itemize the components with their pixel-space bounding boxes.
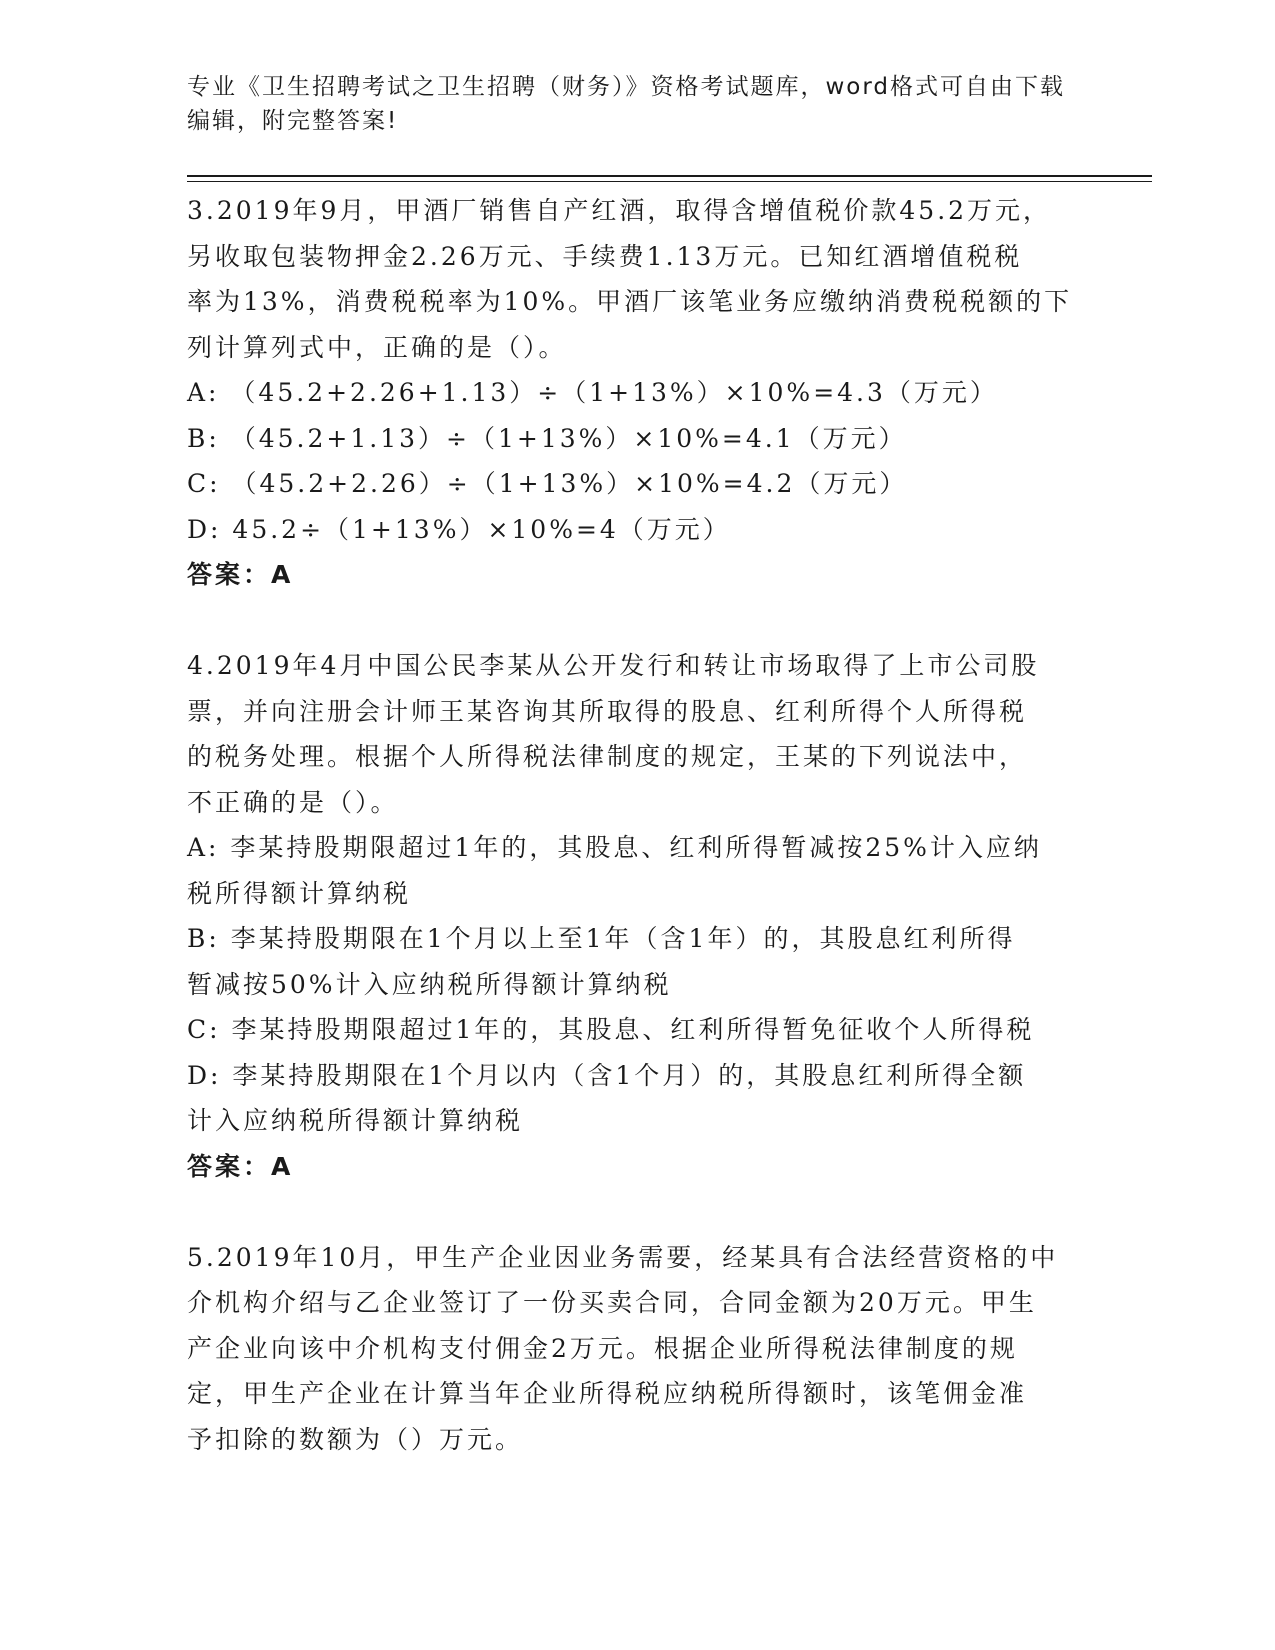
question-4-option-c: C: 李某持股期限超过1年的，其股息、红利所得暂免征收个人所得税: [187, 1015, 1035, 1044]
question-4-stem-line-4: 不正确的是（）。: [187, 787, 399, 817]
question-3-answer: 答案：A: [187, 560, 294, 589]
question-4-answer: 答案：A: [187, 1151, 294, 1181]
question-3: [187, 188, 1077, 598]
question-3-option-c: C: （45.2+2.26）÷（1+13%）×10%=4.2（万元）: [187, 469, 908, 498]
question-4-option-a-line-1: A: 李某持股期限超过1年的，其股息、红利所得暂减按25%计入应纳: [187, 833, 1042, 862]
page-header: [187, 70, 1067, 138]
question-list: [187, 188, 1077, 1462]
question-5-stem-line-1: 5.2019年10月，甲生产企业因业务需要，经某具有合法经营资格的中: [187, 1242, 1059, 1272]
question-5-stem-line-2: 介机构介绍与乙企业签订了一份买卖合同，合同金额为20万元。甲生: [187, 1288, 1037, 1317]
question-3-stem-line-4: 列计算列式中，正确的是（）。: [187, 332, 567, 362]
question-5-stem-line-5: 予扣除的数额为（）万元。: [187, 1424, 524, 1454]
question-4-stem-line-3: 的税务处理。根据个人所得税法律制度的规定，王某的下列说法中，: [187, 742, 1028, 771]
header-line-1: 专业《卫生招聘考试之卫生招聘（财务）》资格考试题库，word格式可自由下载: [187, 74, 1066, 100]
question-4-option-d-line-1: D: 李某持股期限在1个月以内（含1个月）的，其股息红利所得全额: [187, 1060, 1027, 1090]
question-4-option-d-line-2: 计入应纳税所得额计算纳税: [187, 1106, 524, 1135]
spacer: [187, 1189, 1077, 1235]
question-4-stem-line-1: 4.2019年4月中国公民李某从公开发行和转让市场取得了上市公司股: [187, 651, 1040, 680]
question-3-option-b: B: （45.2+1.13）÷（1+13%）×10%=4.1（万元）: [187, 423, 907, 453]
question-3-stem-line-2: 另收取包装物押金2.26万元、手续费1.13万元。已知红酒增值税税: [187, 241, 1023, 271]
header-rule-thick: [187, 175, 1152, 177]
question-4-stem-line-2: 票，并向注册会计师王某咨询其所取得的股息、红利所得个人所得税: [187, 696, 1028, 726]
question-3-option-a: A: （45.2+2.26+1.13）÷（1+13%）×10%=4.3（万元）: [187, 378, 998, 407]
question-4-option-b-line-1: B: 李某持股期限在1个月以上至1年（含1年）的，其股息红利所得: [187, 924, 1016, 953]
question-4: [187, 643, 1077, 1189]
question-3-stem-line-3: 率为13%，消费税税率为10%。甲酒厂该笔业务应缴纳消费税税额的下: [187, 287, 1073, 316]
spacer: [187, 598, 1077, 644]
question-5-stem-line-4: 定，甲生产企业在计算当年企业所得税应纳税所得额时，该笔佣金准: [187, 1379, 1028, 1408]
question-4-option-a-line-2: 税所得额计算纳税: [187, 878, 412, 908]
question-5-stem-line-3: 产企业向该中介机构支付佣金2万元。根据企业所得税法律制度的规: [187, 1333, 1018, 1363]
header-rule-thin: [187, 181, 1152, 182]
header-line-2: 编辑，附完整答案!: [187, 108, 399, 134]
question-5: [187, 1235, 1077, 1463]
question-3-stem-line-1: 3.2019年9月，甲酒厂销售自产红酒，取得含增值税价款45.2万元，: [187, 196, 1052, 225]
question-3-option-d: D: 45.2÷（1+13%）×10%=4（万元）: [187, 514, 731, 544]
question-4-option-b-line-2: 暂减按50%计入应纳税所得额计算纳税: [187, 969, 672, 999]
